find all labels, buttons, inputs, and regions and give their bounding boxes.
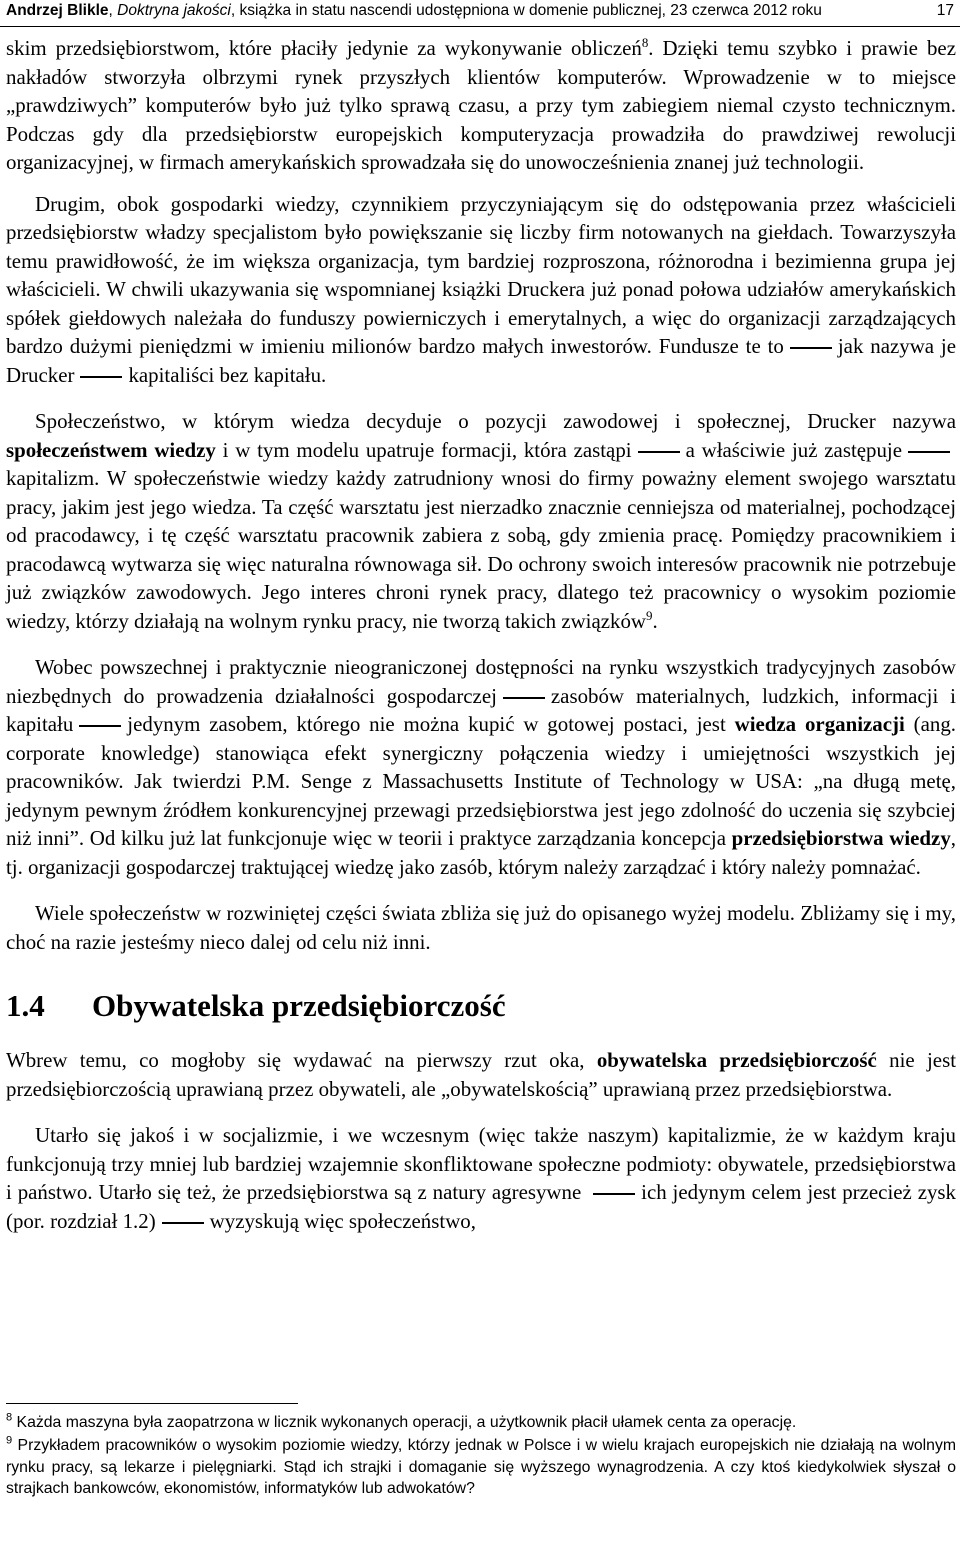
term-knowledge-society: społeczeństwem wiedzy [6,437,216,462]
paragraph-2 [6,190,956,390]
header-publication-info: , książka in statu nascendi udostępniona w domenie publicznej, 23 czerwca 2012 roku [230,2,822,19]
footnote-number: 9 [6,1435,13,1448]
paragraph-3 [6,407,956,635]
paragraph-6-text-a: Wbrew temu, co mogłoby się wydawać na pierwszy rzut oka, [6,1048,597,1072]
paragraph-5-text: Wiele społeczeństw w rozwiniętej części świata zbliża się już do opisanego wyżej modelu. Zbliżamy się i my, choć na razie jesteśmy nieco dalej od celu niż inni. [6,901,956,954]
em-dash [790,347,832,349]
em-dash [593,1193,635,1195]
paragraph-4 [6,653,956,881]
paragraph-7 [6,1121,956,1235]
paragraph-5 [6,899,956,956]
paragraph-1-text-a: skim przedsiębiorstwom, które płaciły jedynie za wykonywanie obliczeń [6,36,642,60]
paragraph-1-text-b: . Dzięki temu szybko i prawie bez nakładów stworzyła olbrzymi rynek przyszłych klientów komputerów. Wprowadzenie w to miejsce „prawdziwych” komputerów było już tylko sprawą czasu, a przy tym zabiegiem niemal czysto technicznym. Podczas gdy dla przedsiębiorstw europejskich komputeryzacja prowadziła do prawdziwej rewolucji organizacyjnej, w firmach amerykańskich sprowadzała się do unowocześnienia znanej już technologii. [6,36,956,174]
term-organizational-knowledge: wiedza organizacji [734,712,905,736]
em-dash [638,451,680,453]
page-number: 17 [936,2,954,19]
term-knowledge-enterprise: przedsiębiorstwa wiedzy [731,826,951,850]
section-heading [6,988,956,1024]
paragraph-3-text-c: a właściwie już zastępuje [685,437,902,462]
em-dash [79,725,121,727]
term-civic-entrepreneurship: obywatelska przedsiębiorczość [596,1048,877,1072]
paragraph-6 [6,1046,956,1103]
footnote-text: Każda maszyna była zaopatrzona w licznik wykonanych operacji, a użytkownik płacił ułamek centa za operację. [16,1414,797,1431]
em-dash [503,697,545,699]
footnote-text: Przykładem pracowników o wysokim poziomie wiedzy, którzy jednak w Polsce i w wielu krajach europejskich nie działają na wolnym rynku pracy, są lekarze i pielęgniarki. Stąd ich strajki i domaganie się wyższego wynagrodzenia. A czy ktoś kiedykolwiek słyszał o strajkach bankowców, ekonomistów, informatyków lub adwokatów? [6,1437,957,1497]
paragraph-4-text-c: jedynym zasobem, którego nie można kupić w gotowej postaci, jest [127,712,735,736]
footnote-ref-8: 8 [641,35,649,51]
paragraph-2-text-b: jak nazywa je Drucker [6,334,956,387]
page-header [0,0,960,27]
section-title: Obywatelska przedsiębiorczość [92,988,506,1023]
paragraph-1 [6,34,956,177]
paragraph-4-text-a: Wobec powszechnej i praktycznie nieograniczonej dostępności na rynku wszystkich tradycyjnych zasobów niezbędnych do prowadzenia działalności gospodarczej [6,655,956,708]
footnote-8 [6,1412,956,1433]
header-text: Andrzej Blikle, Doktryna jakości, książka in statu nascendi udostępniona w domenie publicznej, 23 czerwca 2012 roku [6,2,822,19]
footnote-number: 8 [6,1411,13,1424]
footnotes [6,1412,956,1501]
paragraph-7-text-a: Utarło się jakoś i w socjalizmie, i we wczesnym (więc także naszym) kapitalizmie, że w każdym kraju funkcjonują trzy mniej lub bardziej wzajemnie skonfliktowane społeczne podmioty: obywatele, przedsiębiorstwa i państwo. Utarło się też, że przedsiębiorstwa są z natury agresywne [6,1123,956,1204]
paragraph-7-text-c: wyzyskują więc społeczeństwo, [209,1208,476,1233]
paragraph-2-text-c: kapitaliści bez kapitału. [128,362,327,387]
em-dash [908,451,950,453]
em-dash [162,1222,204,1224]
paragraph-2-text-a: Drugim, obok gospodarki wiedzy, czynnikiem przyczyniającym się do odstępowania przez właścicieli przedsiębiorstw władzy specjalistom było powiększanie się liczby firm notowanych na giełdach. Towarzyszyła temu prawidłowość, że im większa organizacja, tym bardziej rozproszona, różnorodna i bezimienna grupa jej właścicieli. W chwili ukazywania się wspomnianej książki Druckera już ponad połowa udziałów amerykańskich spółek giełdowych należała do funduszy powierniczych i emerytalnych, a więc do organizacji zarządzających bardzo dużymi pieniędzmi w imieniu milionów bardzo małych inwestorów. Fundusze te to [6,191,956,358]
header-author: Andrzej Blikle [6,2,109,19]
footnote-ref-9: 9 [646,607,653,623]
section-number: 1.4 [6,988,45,1023]
main-text [6,34,956,1235]
paragraph-3-text-b: i w tym modelu upatruje formacji, która zastąpi [215,437,632,462]
paragraph-4-text-b: zasobów materialnych, ludzkich, informacji i kapitału [6,683,956,736]
paragraph-3-text-a: Społeczeństwo, w którym wiedza decyduje o pozycji zawodowej i społecznej, Drucker nazywa [35,409,956,433]
paragraph-6-text-b: nie jest przedsiębiorczością uprawianą przez obywateli, ale „obywatelskością” uprawianą przez przedsiębiorstwa. [6,1048,957,1101]
footnote-9 [6,1435,956,1499]
paragraph-4-text-e: , tj. organizacji gospodarczej traktującej wiedzę jako zasób, którym należy zarządzać i który należy pomnażać. [6,826,956,879]
paragraph-7-text-b: ich jedynym celem jest przecież zysk (por. rozdział 1.2) [6,1180,956,1233]
footnote-separator [6,1403,298,1404]
paragraph-3-text-e: . [652,608,658,633]
paragraph-3-text-d: kapitalizm. W społeczeństwie wiedzy każdy zatrudniony wnosi do firmy poważny element swojego warsztatu pracy, jakim jest jego wiedza. Ta część warsztatu jest nierzadko znacznie cenniejsza od materialnej, pochodzącej od pracodawcy, i tę część warsztatu pracownik zabiera z sobą, gdy zmienia pracę. Pomiędzy pracownikiem i pracodawcą wytwarza się więc naturalna równowaga sił. Do ochrony swoich interesów pracownik nie potrzebuje już związków zawodowych. Jego interes chroni rynek pracy, dlatego też pracownicy o wysokim poziomie wiedzy, którzy działają na wolnym rynku pracy, nie tworzą takich związków [6,466,956,633]
header-book-title: Doktryna jakości [117,2,231,19]
paragraph-4-text-d: (ang. corporate knowledge) stanowiąca efekt synergiczny połączenia wiedzy i umiejętności wszystkich jej pracowników. Jak twierdzi P.M. Senge z Massachusetts Institute of Technology w USA: „na długą metę, jedynym pewnym źródłem konkurencyjnej przewagi przedsiębiorstwa jest jego zdolność do uczenia się szybciej niż inni”. Od kilku już lat funkcjonuje więc w teorii i praktyce zarządzania koncepcja [6,712,956,850]
em-dash [80,376,122,378]
